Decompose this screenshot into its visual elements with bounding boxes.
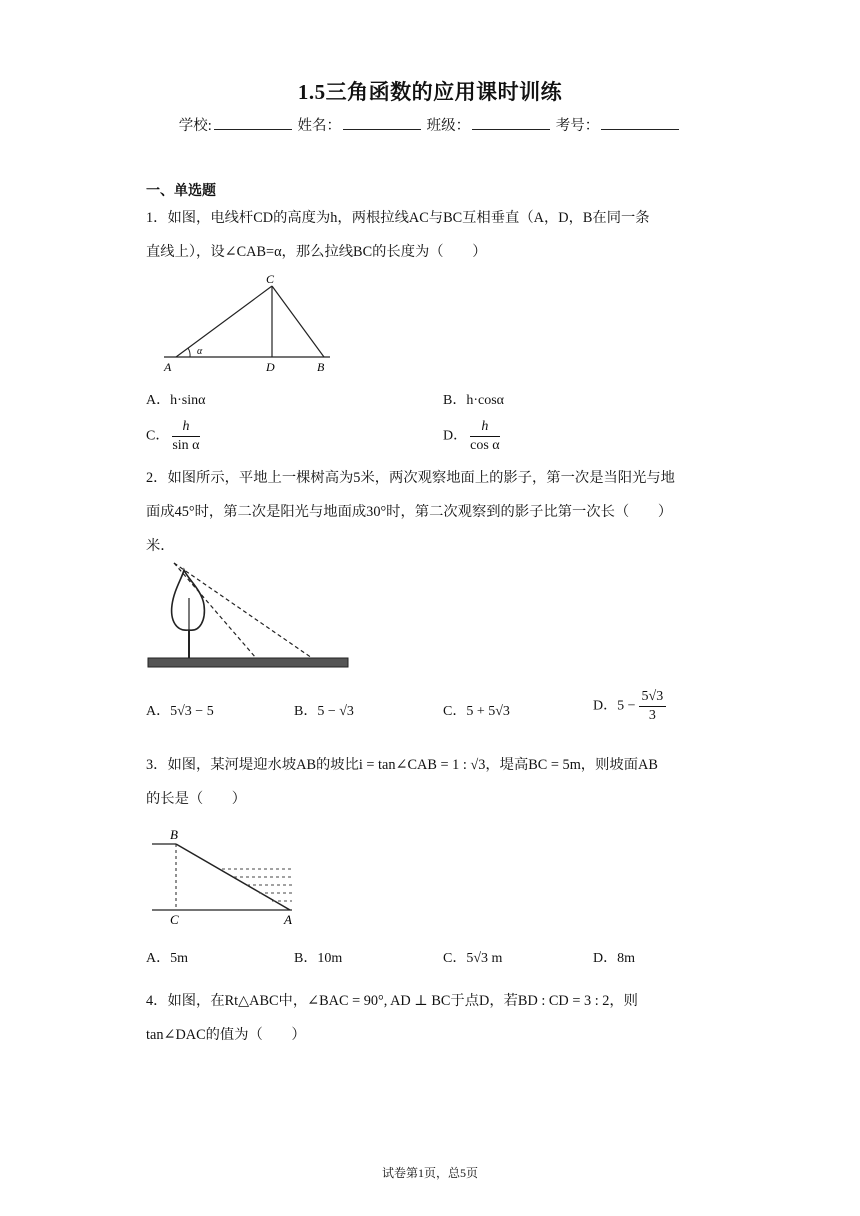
q2-option-c[interactable] xyxy=(443,700,510,720)
q3-option-a[interactable]: A．5m xyxy=(146,951,188,966)
exam-no-blank[interactable] xyxy=(601,116,679,130)
school-blank[interactable] xyxy=(214,116,292,130)
q2-option-d-pre: 5 − xyxy=(617,698,636,714)
q2-option-a[interactable] xyxy=(146,700,214,720)
q1-option-b[interactable]: B．h·cosα xyxy=(443,393,504,408)
class-blank[interactable] xyxy=(472,116,550,130)
q3-option-d[interactable]: D．8m xyxy=(593,951,635,966)
name-blank[interactable] xyxy=(343,116,421,130)
class-label: 班级： xyxy=(426,118,471,134)
q2-option-d[interactable] xyxy=(593,688,669,725)
q1-line2: 直线上），设∠CAB=α，那么拉线BC的长度为（ ） xyxy=(146,244,487,260)
q2-option-d-denominator: 3 xyxy=(648,708,656,723)
school-label: 学校: xyxy=(178,118,212,134)
q3-line1: 3．如图，某河堤迎水坡AB的坡比i = tan∠CAB = 1 : √3，堤高BC = 5m，则坡面AB xyxy=(146,757,658,773)
q3-figure xyxy=(150,826,300,926)
q2-option-c-label: C． xyxy=(443,704,467,719)
q1-option-d-numerator: h xyxy=(470,418,500,437)
q3-line2: 的长是（ ） xyxy=(146,791,247,807)
q1-option-a[interactable]: A．h·sinα xyxy=(146,393,206,408)
q1-line1: 1．如图，电线杆CD的高度为h，两根拉线AC与BC互相垂直（A，D，B在同一条 xyxy=(146,210,650,226)
q1-option-d[interactable] xyxy=(443,418,503,455)
q1-option-d-denominator: cos α xyxy=(470,438,500,453)
q2-option-b-value: 5 − √3 xyxy=(317,704,354,719)
q2-option-a-label: A． xyxy=(146,704,171,719)
q3-label-a: A xyxy=(284,912,292,927)
q2-line3: 米． xyxy=(146,538,175,554)
student-info-line xyxy=(0,114,860,135)
q3-label-b: B xyxy=(170,827,178,842)
section-heading: 一、单选题 xyxy=(146,184,216,199)
page-title: 1.5三角函数的应用课时训练 xyxy=(297,80,563,104)
page-footer: 试卷第1页，总5页 xyxy=(381,1166,478,1180)
q2-option-d-label: D． xyxy=(593,698,618,714)
q2-option-b-label: B． xyxy=(294,704,318,719)
q4-line2: tan∠DAC的值为（ ） xyxy=(146,1027,306,1043)
q1-label-alpha: α xyxy=(197,346,203,357)
q2-stem xyxy=(146,461,716,563)
q2-line1: 2．如图所示，平地上一棵树高为5米，两次观察地面上的影子，第一次是当阳光与地 xyxy=(146,470,675,486)
q1-figure xyxy=(162,272,337,372)
q1-label-a: A xyxy=(164,360,172,374)
q1-option-c-numerator: h xyxy=(172,418,199,437)
q2-line2: 面成45°时，第二次是阳光与地面成30°时，第二次观察到的影子比第一次长（ ） xyxy=(146,504,673,520)
q1-option-c-denominator: sin α xyxy=(172,438,200,453)
q3-option-b[interactable]: B．10m xyxy=(294,951,343,966)
q2-option-b[interactable] xyxy=(294,700,354,720)
q2-option-a-value: 5√3 − 5 xyxy=(170,704,214,719)
name-label: 姓名： xyxy=(297,118,341,134)
q1-label-c: C xyxy=(266,272,275,286)
q2-option-d-numerator: 5√3 xyxy=(639,688,667,707)
q1-option-d-label: D． xyxy=(443,428,468,444)
q1-option-c-label: C． xyxy=(146,428,170,444)
exam-no-label: 考号： xyxy=(555,118,600,134)
q3-option-c[interactable]: C．5√3 m xyxy=(443,951,503,966)
q1-option-c[interactable] xyxy=(146,418,203,455)
q4-stem xyxy=(146,984,716,1052)
q3-label-c: C xyxy=(170,912,179,927)
q1-label-d: D xyxy=(266,360,275,374)
q2-option-c-value: 5 + 5√3 xyxy=(466,704,510,719)
q2-figure xyxy=(146,560,351,672)
q3-stem xyxy=(146,748,716,816)
q4-line1: 4．如图，在Rt△ABC中，∠BAC = 90°, AD ⊥ BC于点D，若BD : CD = 3 : 2，则 xyxy=(146,993,638,1009)
q1-stem xyxy=(146,201,716,269)
q1-label-b: B xyxy=(317,360,325,374)
